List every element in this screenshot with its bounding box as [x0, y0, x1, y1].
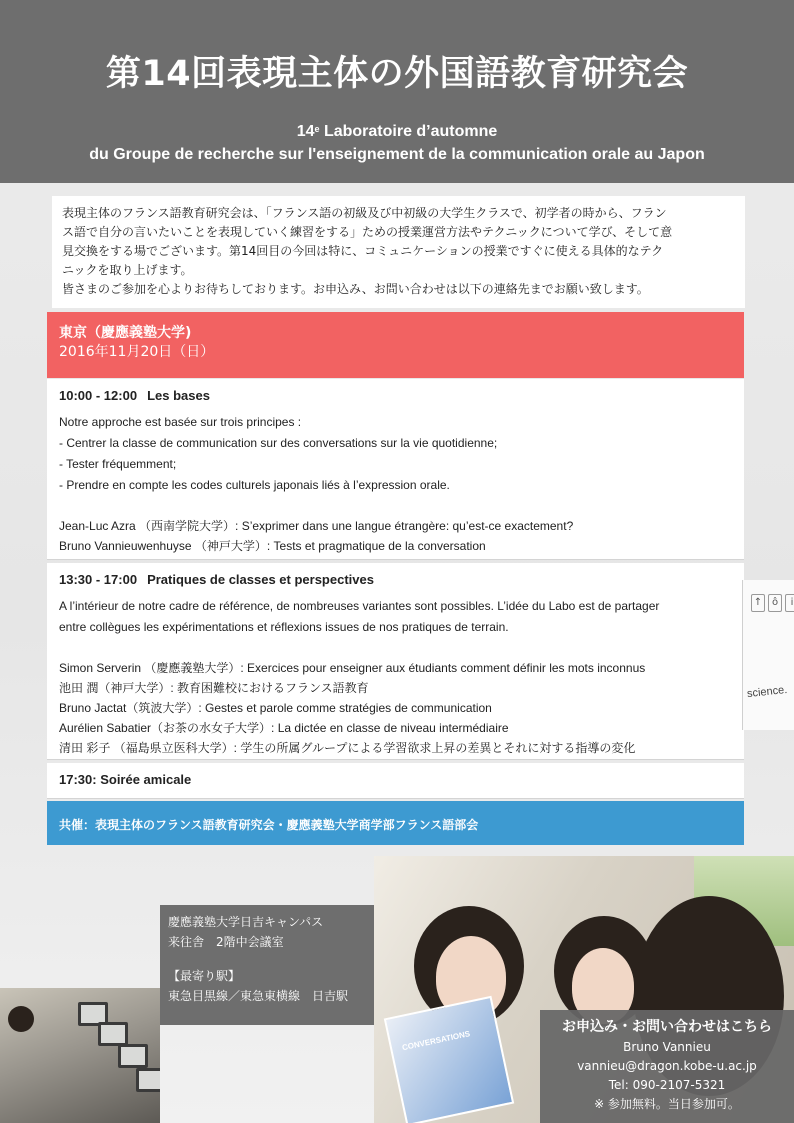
computer-room-photo — [0, 988, 160, 1123]
venue-room: 来往舎 2階中会議室 — [168, 935, 284, 949]
event-date: 2016年11月20日（日） — [59, 344, 215, 360]
session-line: A l’intérieur de notre cadre de référence, de nombreuses variantes sont possibles. L’idée du Labo est de partager — [59, 599, 660, 613]
cohost-bar: 共催：表現主体のフランス語教育研究会・慶應義塾大学商学部フランス語部会 — [47, 801, 744, 845]
venue-info — [160, 905, 374, 1025]
subtitle — [0, 120, 794, 166]
session-morning — [47, 379, 744, 560]
speaker-line: Bruno Jactat（筑波大学）: Gestes et parole comme stratégies de communication — [59, 701, 492, 715]
session-title: Pratiques de classes et perspectives — [147, 572, 374, 587]
speaker-line: Aurélien Sabatier（お茶の水女子大学）: La dictée en classe de niveau intermédiaire — [59, 721, 509, 735]
session-line: entre collègues les expérimentations et réflexions issues de nos pratiques de terrain. — [59, 620, 509, 634]
event-city: 東京（慶應義塾大学) — [59, 325, 192, 341]
intro-line: ニックを取り上げます。 — [62, 263, 193, 277]
speaker-line: Jean-Luc Azra （西南学院大学）: S’exprimer dans une langue étrangère: qu’est-ce exactement? — [59, 519, 574, 533]
textbook-image — [384, 996, 514, 1123]
intro-line: 表現主体のフランス語教育研究会は、「フランス語の初級及び中初級の大学生クラスで、初学者の時から、フラン — [62, 206, 667, 220]
contact-email[interactable]: vannieu@dragon.kobe-u.ac.jp — [577, 1059, 757, 1073]
monitor-icon — [98, 1022, 128, 1046]
venue-campus: 慶應義塾大学日吉キャンパス — [168, 915, 324, 929]
contact-title: お申込み・お問い合わせはこちら — [562, 1019, 772, 1035]
monitor-icon — [118, 1044, 148, 1068]
edition-number: 14 — [296, 123, 315, 140]
speaker-line: Bruno Vannieuwenhuyse （神戸大学）: Tests et pragmatique de la conversation — [59, 539, 486, 553]
session-title: Soirée amicale — [100, 772, 192, 787]
session-time: 17:30: — [59, 772, 97, 787]
key-glyph: i — [785, 594, 794, 612]
edition-suffix: e — [314, 124, 320, 134]
contact-note: ※ 参加無料。当日参加可。 — [594, 1097, 740, 1111]
intro-line: 見交換をする場でございます。第14回目の今回は特に、コミュニケーションの授業ですぐに使える具体的なテク — [62, 244, 664, 258]
venue-station: 東急目黒線／東急東横線 日吉駅 — [168, 989, 349, 1003]
session-heading — [59, 388, 210, 403]
session-line: - Centrer la classe de communication sur des conversations sur la vie quotidienne; — [59, 436, 498, 450]
speaker-line: 池田 潤（神戸大学）: 教育困難校におけるフランス語教育 — [59, 681, 369, 695]
contact-tel: Tel: 090-2107-5321 — [608, 1078, 726, 1092]
venue-station-label: 【最寄り駅】 — [168, 969, 241, 983]
session-evening — [47, 763, 744, 799]
session-heading — [59, 572, 374, 587]
intro-text — [52, 196, 745, 308]
contact-info — [540, 1010, 794, 1123]
page-title: 第14回表現主体の外国語教育研究会 — [105, 54, 689, 94]
session-heading — [59, 772, 191, 787]
contact-name: Bruno Vannieu — [623, 1040, 711, 1054]
speaker-line: Simon Serverin （慶應義塾大学）: Exercices pour enseigner aux étudiants comment définir les mots inconnus — [59, 661, 646, 675]
session-time: 13:30 - 17:00 — [59, 572, 138, 587]
session-line: - Prendre en compte les codes culturels japonais liés à l’expression orale. — [59, 478, 450, 492]
subtitle-line-2: du Groupe de recherche sur l'enseignement de la communication orale au Japon — [89, 146, 705, 163]
speaker-line: 清田 彩子 （福島県立医科大学）: 学生の所属グループによる学習欲求上昇の差異とそれに対する指導の変化 — [59, 741, 636, 755]
session-time: 10:00 - 12:00 — [59, 388, 138, 403]
event-location-bar — [47, 312, 744, 378]
session-line: - Tester fréquemment; — [59, 457, 177, 471]
subtitle-line-1 — [0, 120, 794, 143]
key-glyph: ↑ — [751, 594, 765, 612]
event-name: Laboratoire d’automne — [319, 123, 498, 140]
header-banner — [0, 0, 794, 183]
keycard-text: science. — [746, 683, 788, 701]
keyboard-card-image — [742, 580, 794, 730]
session-title: Les bases — [147, 388, 210, 403]
session-afternoon — [47, 563, 744, 760]
session-line: Notre approche est basée sur trois principes : — [59, 415, 302, 429]
key-glyph: ô — [768, 594, 782, 612]
book-label: CONVERSATIONS — [401, 1029, 471, 1053]
intro-line: 皆さまのご参加を心よりお待ちしております。お申込み、お問い合わせは以下の連絡先までお願い致します。 — [62, 282, 649, 296]
intro-line: ス語で自分の言いたいことを表現していく練習をする」ための授業運営方法やテクニックについて学び、そして意 — [62, 225, 673, 239]
person-head — [8, 1006, 34, 1032]
monitor-icon — [136, 1068, 160, 1092]
